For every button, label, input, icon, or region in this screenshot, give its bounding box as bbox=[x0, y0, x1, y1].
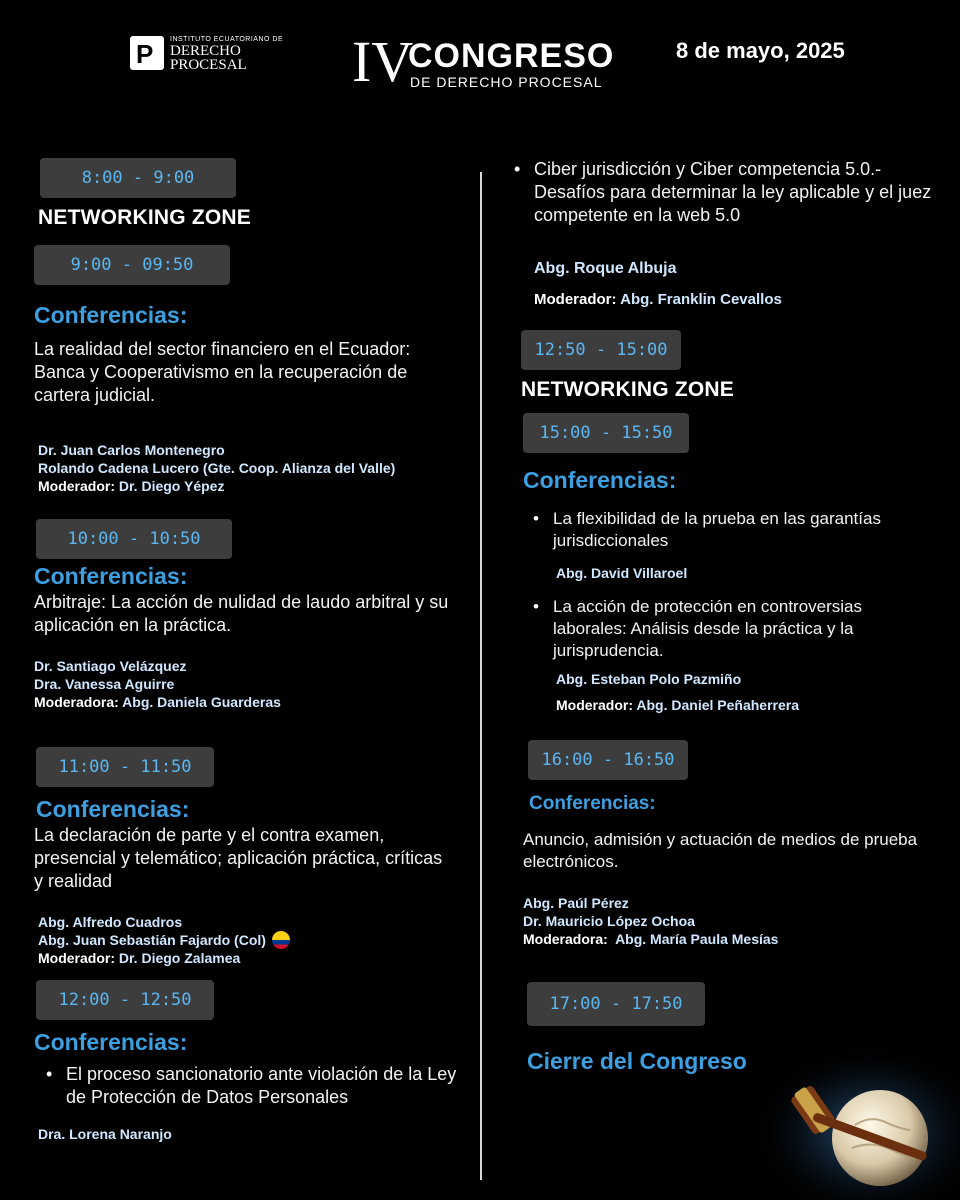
conference-heading: Conferencias: bbox=[34, 302, 188, 328]
moderator-line bbox=[523, 930, 923, 948]
logo-text bbox=[170, 44, 247, 72]
moderator-name: Abg. Daniel Peñaherrera bbox=[636, 697, 799, 713]
time-slot-1700: 17:00 - 17:50 bbox=[527, 982, 705, 1026]
moderator-label: Moderador: bbox=[38, 478, 115, 494]
speaker-name: Abg. David Villaroel bbox=[556, 565, 688, 581]
time-slot-1250: 12:50 - 15:00 bbox=[521, 330, 681, 370]
speaker-list bbox=[523, 894, 923, 948]
time-slot-0900: 9:00 - 09:50 bbox=[34, 245, 230, 285]
moderator-line bbox=[34, 693, 474, 711]
moderator-label: Moderadora: bbox=[34, 694, 119, 710]
time-slot-1600: 16:00 - 16:50 bbox=[528, 740, 688, 780]
gavel-globe-icon bbox=[760, 1050, 960, 1200]
speaker-name: Rolando Cadena Lucero (Gte. Coop. Alianza del Valle) bbox=[38, 460, 396, 476]
speaker-list bbox=[34, 657, 474, 711]
moderator-name: Abg. María Paula Mesías bbox=[615, 931, 779, 947]
speaker-name: Dr. Mauricio López Ochoa bbox=[523, 913, 695, 929]
moderator-name: Abg. Franklin Cevallos bbox=[620, 291, 782, 308]
moderator-name: Dr. Diego Yépez bbox=[118, 478, 225, 494]
conference-topic: • Ciber jurisdicción y Ciber competencia 5.0.- Desafíos para determinar la ley aplicable y el juez competente en la web 5.0 bbox=[534, 158, 934, 227]
conference-heading: Conferencias: bbox=[34, 563, 188, 589]
conference-topic: Arbitraje: La acción de nulidad de laudo arbitral y su aplicación en la práctica. bbox=[34, 592, 449, 635]
conference-heading: Conferencias: bbox=[529, 793, 656, 814]
networking-zone-title: NETWORKING ZONE bbox=[38, 206, 251, 229]
speaker-list bbox=[38, 913, 478, 967]
closing-title: Cierre del Congreso bbox=[527, 1048, 747, 1074]
title-numeral: IV bbox=[352, 29, 414, 94]
speaker-name: Abg. Roque Albuja bbox=[534, 260, 677, 277]
speaker-name: Dr. Santiago Velázquez bbox=[34, 658, 187, 674]
moderator-name: Abg. Daniela Guarderas bbox=[122, 694, 281, 710]
moderator-line bbox=[38, 477, 478, 495]
speaker-name: Dr. Juan Carlos Montenegro bbox=[38, 442, 225, 458]
time-slot-1200: 12:00 - 12:50 bbox=[36, 980, 214, 1020]
speaker-name: Dra. Vanessa Aguirre bbox=[34, 676, 175, 692]
colombia-flag-icon bbox=[272, 931, 290, 949]
page-title: CONGRESO bbox=[408, 37, 615, 75]
conference-heading: Conferencias: bbox=[523, 467, 677, 493]
conference-topic: • La acción de protección en controversias laborales: Análisis desde la práctica y la jurisprudencia. bbox=[553, 596, 933, 662]
conference-topic: • El proceso sancionatorio ante violación de la Ley de Protección de Datos Personales bbox=[66, 1063, 466, 1109]
speaker-name: Abg. Juan Sebastián Fajardo (Col) bbox=[38, 932, 266, 948]
speaker-name: Abg. Alfredo Cuadros bbox=[38, 914, 183, 930]
speaker-name: Abg. Esteban Polo Pazmiño bbox=[556, 671, 742, 687]
conference-topic: La declaración de parte y el contra examen, presencial y telemático; aplicación práctica, críticas y realidad bbox=[34, 825, 443, 891]
speaker-name: Abg. Paúl Pérez bbox=[523, 895, 629, 911]
conference-heading: Conferencias: bbox=[36, 796, 190, 822]
speaker-row bbox=[38, 931, 478, 949]
conference-topic: La realidad del sector financiero en el Ecuador: Banca y Cooperativismo en la recuperación de cartera judicial. bbox=[34, 339, 411, 405]
logo-caption: INSTITUTO ECUATORIANO DE bbox=[170, 36, 284, 43]
moderator-label: Moderador: bbox=[534, 291, 617, 308]
time-slot-1100: 11:00 - 11:50 bbox=[36, 747, 214, 787]
logo-line-2: PROCESAL bbox=[170, 57, 247, 73]
time-slot-0800: 8:00 - 9:00 bbox=[40, 158, 236, 198]
moderator-label: Moderadora: bbox=[523, 931, 608, 947]
page-subtitle: DE DERECHO PROCESAL bbox=[410, 74, 603, 90]
moderator-label: Moderador: bbox=[38, 950, 115, 966]
networking-zone-title: NETWORKING ZONE bbox=[521, 378, 734, 401]
moderator-line bbox=[534, 291, 782, 309]
column-divider bbox=[480, 172, 482, 1180]
moderator-line bbox=[38, 949, 478, 967]
speaker-name: Dra. Lorena Naranjo bbox=[38, 1126, 172, 1142]
event-date: 8 de mayo, 2025 bbox=[676, 38, 845, 63]
moderator-name: Dr. Diego Zalamea bbox=[118, 950, 241, 966]
moderator-label: Moderador: bbox=[556, 697, 633, 713]
institute-logo-icon: P bbox=[130, 36, 164, 70]
conference-topic: • La flexibilidad de la prueba en las garantías jurisdiccionales bbox=[553, 508, 913, 552]
logo-line-1: DERECHO bbox=[170, 43, 241, 59]
conference-topic: Anuncio, admisión y actuación de medios de prueba electrónicos. bbox=[523, 830, 918, 871]
time-slot-1500: 15:00 - 15:50 bbox=[523, 413, 689, 453]
moderator-line bbox=[556, 696, 799, 714]
time-slot-1000: 10:00 - 10:50 bbox=[36, 519, 232, 559]
conference-heading: Conferencias: bbox=[34, 1029, 188, 1055]
speaker-list bbox=[38, 441, 478, 495]
